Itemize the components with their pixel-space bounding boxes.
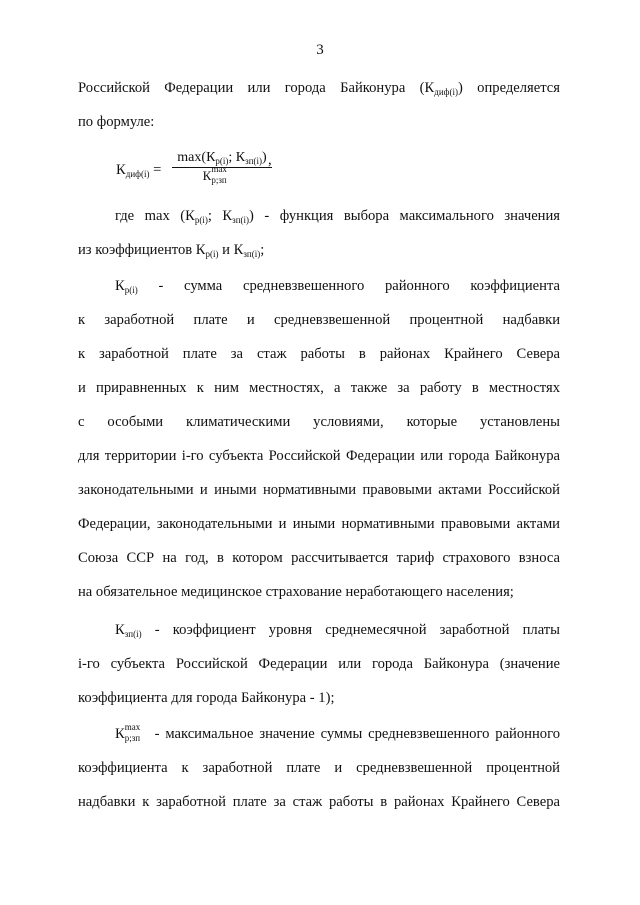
text-line: где $\max (К_{р(i)}$; $К_{зп(i)}$) - функция выбора максимального значения bbox=[115, 208, 561, 225]
text-line: $К_{зп(i)}$ - коэффициент уровня среднемесячной заработной платы bbox=[115, 622, 560, 639]
text-line: по формуле: bbox=[78, 114, 155, 130]
text-line: и приравненных к ним местностях, а также за работу в местностях bbox=[78, 380, 560, 396]
text-line: к заработной плате за стаж работы в районах Крайнего Севера bbox=[78, 346, 560, 362]
formula-fraction bbox=[172, 150, 272, 184]
text-line: $К_{р(i)}$ - сумма средневзвешенного районного коэффициента bbox=[115, 278, 560, 295]
text-line: с особыми климатическими условиями, которые установлены bbox=[78, 414, 560, 430]
text-line: Федерации, законодательными и иными нормативными правовыми актами bbox=[78, 516, 560, 532]
text-line: коэффициента к заработной плате и средневзвешенной процентной bbox=[78, 760, 560, 776]
text-line: на обязательное медицинское страхование неработающего населения; bbox=[78, 584, 514, 600]
formula-denominator: К max р;зп bbox=[202, 164, 227, 186]
text-line: надбавки к заработной плате за стаж работы в районах Крайнего Севера bbox=[78, 794, 560, 810]
text-line: из коэффициентов $К_{р(i)}$ и $К_{зп(i)}$; bbox=[78, 242, 265, 259]
text-line: Российской Федерации или города Байконура $(К_{диф(i)})$ определяется bbox=[78, 80, 560, 97]
formula bbox=[116, 150, 316, 194]
formula-comma: , bbox=[268, 152, 272, 168]
text-line: К max р;зп - максимальное значение суммы средневзвешенного районного bbox=[115, 721, 560, 743]
text-line: для территории i-го субъекта Российской Федерации или города Байконура bbox=[78, 448, 560, 464]
page-number: 3 bbox=[316, 42, 324, 58]
text-line: законодательными и иными нормативными правовыми актами Российской bbox=[78, 482, 560, 498]
text-line: к заработной плате и средневзвешенной процентной надбавки bbox=[78, 312, 560, 328]
formula-numerator: $\max(К_{р(i)}$; $К_{зп(i)}$) bbox=[177, 150, 267, 166]
text-line: коэффициента для города Байконура - 1); bbox=[78, 690, 335, 706]
formula-lhs: $К_{диф(i)}$ = bbox=[116, 162, 162, 179]
text-line: Союза ССР на год, в котором рассчитывается тариф страхового взноса bbox=[78, 550, 560, 566]
text-line: i-го субъекта Российской Федерации или города Байконура (значение bbox=[78, 656, 560, 672]
